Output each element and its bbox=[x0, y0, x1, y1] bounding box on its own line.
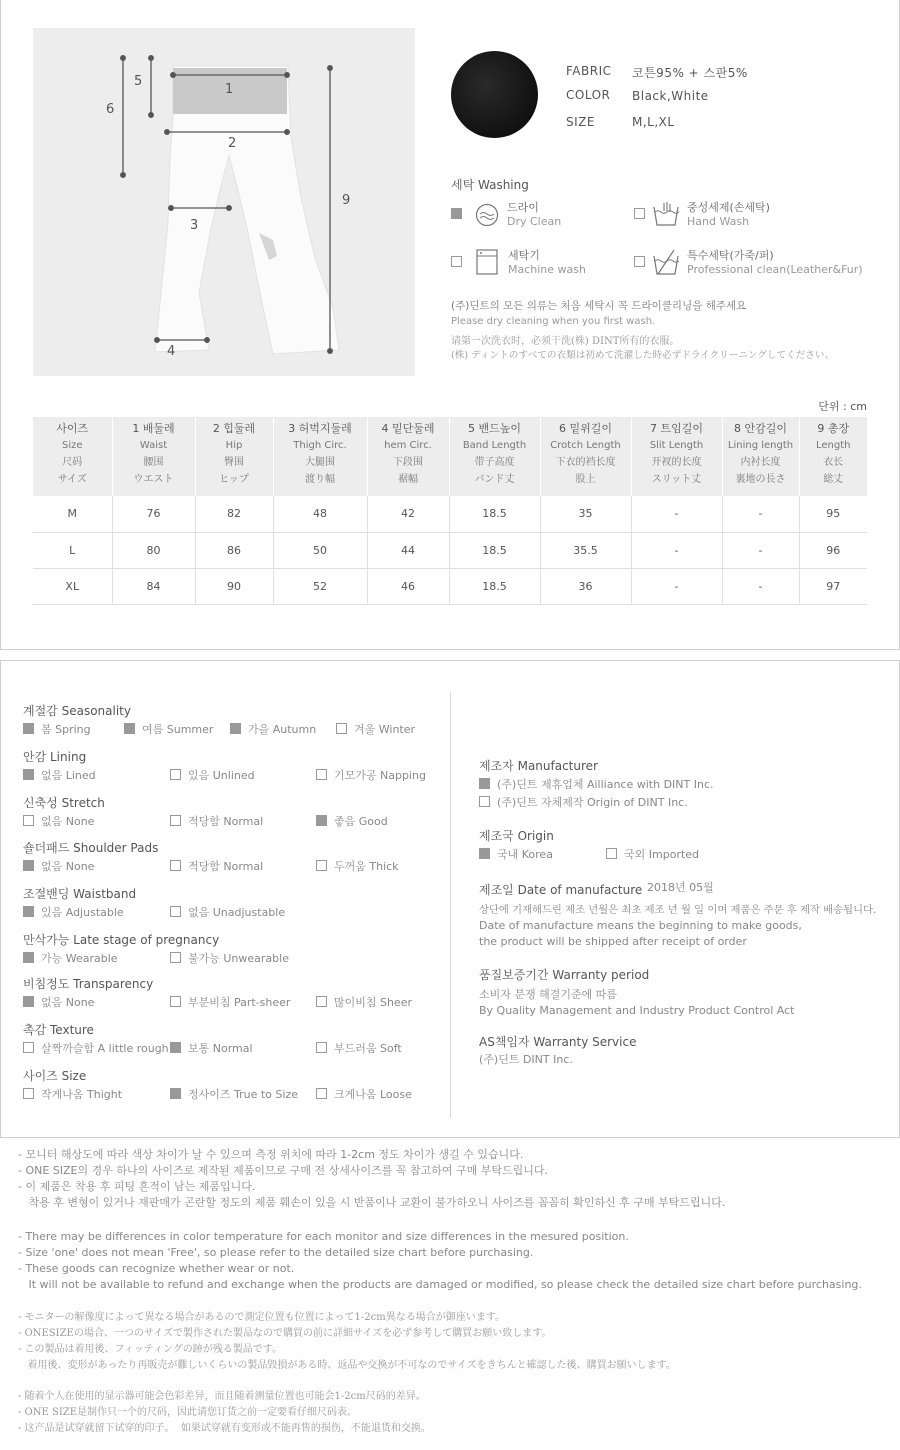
table-row: L 80 86 50 44 18.5 35.5 - - 96 bbox=[33, 532, 867, 568]
detail-option[interactable] bbox=[230, 721, 316, 737]
detail-option[interactable] bbox=[23, 994, 94, 1010]
detail-option-label: 적당함 Normal bbox=[188, 815, 264, 828]
detail-option[interactable] bbox=[316, 1040, 402, 1056]
hand-wash-icon bbox=[652, 201, 680, 227]
checkbox[interactable] bbox=[23, 952, 34, 963]
checkbox[interactable] bbox=[23, 769, 34, 780]
notice-line-ko: 착용 후 변형이 있거나 재판매가 곤란할 정도의 제품 훼손이 있을 시 반품이나 교환이 불가하오니 사이즈를 꼼꼼히 확인하신 후 구매 부탁드립니다. bbox=[18, 1196, 726, 1209]
checkbox[interactable] bbox=[316, 1088, 327, 1099]
detail-option[interactable] bbox=[170, 950, 289, 966]
detail-option[interactable] bbox=[316, 1086, 412, 1102]
notice-line-jp: - ONESIZEの場合、一つのサイズで製作された製品なので購買の前に詳細サイズを必ず参考して購買お願い致します。 bbox=[18, 1328, 552, 1339]
detail-group-title: 안감 Lining bbox=[23, 750, 87, 764]
detail-option-label: 부드러움 Soft bbox=[334, 1042, 402, 1055]
notice-line-ko: - 모니터 해상도에 따라 색상 차이가 날 수 있으며 측정 위치에 따라 1-2cm 정도 차이가 생길 수 있습니다. bbox=[18, 1148, 524, 1161]
notice-line-en: It will not be available to refund and exchange when the products are damaged or modified, so please check the detailed size chart before purchasing. bbox=[18, 1278, 862, 1291]
professional-clean-en: Professional clean(Leather&Fur) bbox=[687, 263, 863, 276]
measure-label-4: 4 bbox=[167, 344, 176, 359]
detail-option-label: 봄 Spring bbox=[41, 723, 91, 736]
professional-clean-icon bbox=[652, 248, 680, 276]
size-value: M,L,XL bbox=[632, 115, 675, 129]
size-table-header bbox=[33, 417, 867, 496]
header-lining: 8 안감길이 Lining length 内衬长度 裏地の長さ bbox=[722, 417, 799, 496]
pants-drawing bbox=[33, 28, 415, 376]
professional-clean-checkbox[interactable] bbox=[634, 256, 645, 267]
dry-clean-ko: 드라이 bbox=[507, 201, 539, 214]
checkbox[interactable] bbox=[170, 996, 181, 1007]
professional-clean-ko: 특수세탁(가죽/퍼) bbox=[687, 249, 774, 262]
detail-option-label: 없음 None bbox=[41, 815, 95, 828]
header-slit: 7 트임길이 Slit Length 开衩的长度 スリット丈 bbox=[631, 417, 722, 496]
header-hip: 2 힙둘레 Hip 臀围 ヒップ bbox=[195, 417, 273, 496]
checkbox[interactable] bbox=[23, 723, 34, 734]
detail-option[interactable] bbox=[170, 904, 285, 920]
date-note-en-1: Date of manufacture means the beginning to make goods, bbox=[479, 919, 802, 932]
measure-label-1: 1 bbox=[225, 82, 234, 97]
fabric-swatch bbox=[451, 51, 538, 138]
notice-line-jp: 着用後、変形があったり再販売が難しいくらいの製品毀損がある時、返品や交換が不可なのでサイズをきちんと確認した後、購買お願いします。 bbox=[18, 1360, 676, 1371]
date-note-ko: 상단에 기재해드린 제조 년월은 최초 제조 년 월 일 이며 제품은 주문 후 제작 배송됩니다. bbox=[479, 904, 877, 916]
hand-wash-checkbox[interactable] bbox=[634, 208, 645, 219]
product-measurement-illustration bbox=[33, 28, 415, 376]
detail-option[interactable] bbox=[23, 950, 118, 966]
washing-machine-icon bbox=[474, 248, 500, 276]
notice-line-zh: - ONE SIZE是制作只一个的尺码，因此请您订货之前一定要看仔细尺码表。 bbox=[18, 1407, 358, 1418]
header-band: 5 밴드높이 Band Length 带子高度 バンド丈 bbox=[449, 417, 540, 496]
checkbox[interactable] bbox=[23, 906, 34, 917]
detail-option[interactable] bbox=[23, 767, 96, 783]
checkbox[interactable] bbox=[170, 1088, 181, 1099]
checkbox[interactable] bbox=[170, 952, 181, 963]
header-size: 사이즈 Size 尺码 サイズ bbox=[33, 417, 112, 496]
measure-label-9: 9 bbox=[342, 193, 351, 208]
detail-option[interactable] bbox=[170, 767, 255, 783]
detail-option[interactable] bbox=[316, 813, 388, 829]
detail-group-title: 비침정도 Transparency bbox=[23, 977, 154, 991]
measure-label-3: 3 bbox=[190, 218, 199, 233]
notice-line-jp: - この製品は着用後、フィッティングの跡が残る製品です。 bbox=[18, 1344, 282, 1355]
checkbox[interactable] bbox=[479, 778, 490, 789]
detail-option[interactable] bbox=[124, 721, 213, 737]
color-label: COLOR bbox=[566, 88, 611, 102]
details-divider bbox=[450, 692, 451, 1118]
table-row: XL 84 90 52 46 18.5 36 - - 97 bbox=[33, 568, 867, 604]
detail-option[interactable] bbox=[170, 994, 290, 1010]
detail-group-title: 조절밴딩 Waistband bbox=[23, 887, 137, 901]
detail-group-title: 촉감 Texture bbox=[23, 1023, 94, 1037]
as-value: (주)딘트 DINT Inc. bbox=[479, 1053, 573, 1066]
detail-group-title: 만삭가능 Late stage of pregnancy bbox=[23, 933, 220, 947]
notice-line-zh: - 这产品是试穿就留下试穿的印子。 如果试穿就有变形或不能再售的损伤，不能退货和交换。 bbox=[18, 1423, 431, 1434]
detail-option[interactable] bbox=[170, 1040, 253, 1056]
detail-option-label: 정사이즈 True to Size bbox=[188, 1088, 298, 1101]
checkbox[interactable] bbox=[606, 848, 617, 859]
dry-clean-icon bbox=[474, 203, 500, 227]
machine-wash-ko: 세탁기 bbox=[508, 249, 540, 262]
detail-option[interactable] bbox=[23, 858, 94, 874]
detail-option-label: 겨울 Winter bbox=[354, 723, 416, 736]
notice-line-jp: - モニターの解像度によって異なる場合があるので測定位置も位置によって1-2cm異なる場合が御座います。 bbox=[18, 1312, 505, 1323]
detail-option[interactable] bbox=[316, 767, 426, 783]
unit-label: 단위 : cm bbox=[818, 400, 867, 413]
date-value: 2018년 05월 bbox=[647, 881, 714, 894]
detail-option-label: 많이비침 Sheer bbox=[334, 996, 413, 1009]
hand-wash-ko: 중성세제(손세탁) bbox=[687, 201, 770, 214]
checkbox[interactable] bbox=[170, 769, 181, 780]
detail-option[interactable] bbox=[23, 721, 91, 737]
detail-option[interactable] bbox=[23, 813, 94, 829]
washing-title: 세탁 Washing bbox=[451, 178, 529, 192]
checkbox[interactable] bbox=[230, 723, 241, 734]
checkbox[interactable] bbox=[336, 723, 347, 734]
notice-line-en: - Size 'one' does not mean 'Free', so please refer to the detailed size chart before purchasing. bbox=[18, 1246, 534, 1259]
measure-label-6: 6 bbox=[106, 102, 115, 117]
checkbox[interactable] bbox=[479, 848, 490, 859]
wash-note-en: Please dry cleaning when you first wash. bbox=[451, 316, 656, 327]
detail-group-title: 숄더패드 Shoulder Pads bbox=[23, 841, 159, 855]
detail-option[interactable] bbox=[170, 1086, 298, 1102]
detail-option-label: 작게나옴 Thight bbox=[41, 1088, 123, 1101]
checkbox[interactable] bbox=[316, 769, 327, 780]
detail-option-label: 있음 Unlined bbox=[188, 769, 255, 782]
detail-option-label: 없음 None bbox=[41, 860, 95, 873]
warranty-en: By Quality Management and Industry Product Control Act bbox=[479, 1004, 795, 1017]
detail-option-label: 없음 Unadjustable bbox=[188, 906, 286, 919]
machine-wash-en: Machine wash bbox=[508, 263, 586, 276]
measure-label-5: 5 bbox=[134, 74, 143, 89]
notice-line-en: - These goods can recognize whether wear or not. bbox=[18, 1262, 295, 1275]
hand-wash-en: Hand Wash bbox=[687, 215, 750, 228]
detail-option-label: 가을 Autumn bbox=[248, 723, 317, 736]
detail-group-title: 신축성 Stretch bbox=[23, 796, 105, 810]
warranty-ko: 소비자 분쟁 해결기준에 따름 bbox=[479, 988, 618, 1001]
header-crotch: 6 밑위길이 Crotch Length 下衣的裆长度 股上 bbox=[540, 417, 631, 496]
detail-option[interactable] bbox=[23, 1086, 122, 1102]
checkbox[interactable] bbox=[23, 815, 34, 826]
header-length: 9 총장 Length 衣长 総丈 bbox=[799, 417, 867, 496]
origin-title: 제조국 Origin bbox=[479, 829, 554, 843]
detail-option-label: 살짝까슬함 A little rough bbox=[41, 1042, 169, 1055]
detail-option[interactable] bbox=[316, 994, 412, 1010]
size-label: SIZE bbox=[566, 115, 595, 129]
checkbox[interactable] bbox=[170, 1042, 181, 1053]
checkbox[interactable] bbox=[23, 996, 34, 1007]
checkbox[interactable] bbox=[23, 1042, 34, 1053]
detail-option-label: 가능 Wearable bbox=[41, 952, 118, 965]
fabric-label: FABRIC bbox=[566, 64, 612, 78]
detail-option-label: 없음 Lined bbox=[41, 769, 96, 782]
date-title: 제조일 Date of manufacture bbox=[479, 883, 643, 897]
detail-option-label: 없음 None bbox=[41, 996, 95, 1009]
dry-clean-checkbox[interactable] bbox=[451, 208, 462, 219]
notice-line-en: - There may be differences in color temperature for each monitor and size differences in the mesured position. bbox=[18, 1230, 629, 1243]
detail-option[interactable] bbox=[316, 858, 399, 874]
checkbox[interactable] bbox=[170, 906, 181, 917]
detail-option[interactable] bbox=[23, 1040, 169, 1056]
fabric-value: 코튼95% + 스판5% bbox=[632, 66, 748, 80]
checkbox[interactable] bbox=[316, 1042, 327, 1053]
notice-line-ko: - 이 제품은 착용 후 피팅 흔적이 남는 제품입니다. bbox=[18, 1180, 256, 1193]
detail-option[interactable] bbox=[170, 858, 263, 874]
checkbox[interactable] bbox=[170, 860, 181, 871]
checkbox[interactable] bbox=[170, 815, 181, 826]
detail-option-label: 두꺼움 Thick bbox=[334, 860, 399, 873]
warranty-title: 품질보증기간 Warranty period bbox=[479, 968, 650, 982]
detail-option[interactable] bbox=[170, 813, 263, 829]
manufacturer-option-origin[interactable]: (주)딘트 자체제작 Origin of DINT Inc. bbox=[479, 794, 688, 810]
detail-option-label: 좋음 Good bbox=[334, 815, 388, 828]
detail-option-label: 있음 Adjustable bbox=[41, 906, 124, 919]
checkbox[interactable] bbox=[316, 860, 327, 871]
header-thigh: 3 허벅지둘레 Thigh Circ. 大腿围 渡り幅 bbox=[273, 417, 367, 496]
checkbox[interactable] bbox=[479, 796, 490, 807]
detail-option-label: 불가능 Unwearable bbox=[188, 952, 289, 965]
origin-option-korea[interactable]: 국내 Korea bbox=[479, 846, 553, 862]
manufacturer-option-alliance[interactable]: (주)딘트 제휴업체 Ailliance with DINT Inc. bbox=[479, 776, 714, 792]
detail-option-label: 보통 Normal bbox=[188, 1042, 253, 1055]
detail-option-label: 적당함 Normal bbox=[188, 860, 264, 873]
checkbox[interactable] bbox=[316, 996, 327, 1007]
wash-note-jp: (株) ディントのすべての衣類は初めて洗濯した時必ずドライクリーニングしてください。 bbox=[451, 350, 835, 361]
dry-clean-en: Dry Clean bbox=[507, 215, 562, 228]
machine-wash-checkbox[interactable] bbox=[451, 256, 462, 267]
header-hem: 4 밑단둘레 hem Circ. 下段围 裾幅 bbox=[367, 417, 449, 496]
checkbox[interactable] bbox=[316, 815, 327, 826]
size-table bbox=[33, 417, 867, 605]
measure-label-2: 2 bbox=[228, 136, 237, 151]
header-waist: 1 배둘레 Waist 腰围 ウエスト bbox=[112, 417, 195, 496]
notice-line-zh: - 随着个人在使用的显示器可能会色彩差异，而且随着测量位置也可能会1-2cm尺码的差异。 bbox=[18, 1391, 426, 1402]
detail-option[interactable] bbox=[336, 721, 415, 737]
as-title: AS책임자 Warranty Service bbox=[479, 1035, 637, 1049]
date-note-en-2: the product will be shipped after receipt of order bbox=[479, 935, 747, 948]
checkbox[interactable] bbox=[124, 723, 135, 734]
detail-option-label: 부분비침 Part-sheer bbox=[188, 996, 291, 1009]
wash-note-ko: (주)딘트의 모든 의류는 처음 세탁시 꼭 드라이클리닝을 해주세요 bbox=[451, 300, 747, 312]
wash-note-zh: 请第一次洗衣时，必须干洗(株) DINT所有的衣服。 bbox=[451, 336, 680, 347]
detail-option[interactable] bbox=[23, 904, 124, 920]
manufacturer-title: 제조자 Manufacturer bbox=[479, 759, 598, 773]
checkbox[interactable] bbox=[23, 860, 34, 871]
table-row: M 76 82 48 42 18.5 35 - - 95 bbox=[33, 496, 867, 532]
detail-option-label: 기모가공 Napping bbox=[334, 769, 426, 782]
color-value: Black,White bbox=[632, 89, 709, 103]
checkbox[interactable] bbox=[23, 1088, 34, 1099]
detail-group-title: 계절감 Seasonality bbox=[23, 704, 131, 718]
notice-line-ko: - ONE SIZE의 경우 하나의 사이즈로 제작된 제품이므로 구매 전 상세사이즈를 꼭 참고하여 구매 부탁드립니다. bbox=[18, 1164, 549, 1177]
origin-option-imported[interactable]: 국외 Imported bbox=[606, 846, 699, 862]
detail-group-title: 사이즈 Size bbox=[23, 1069, 87, 1083]
detail-option-label: 크게나옴 Loose bbox=[334, 1088, 412, 1101]
detail-option-label: 여름 Summer bbox=[142, 723, 214, 736]
